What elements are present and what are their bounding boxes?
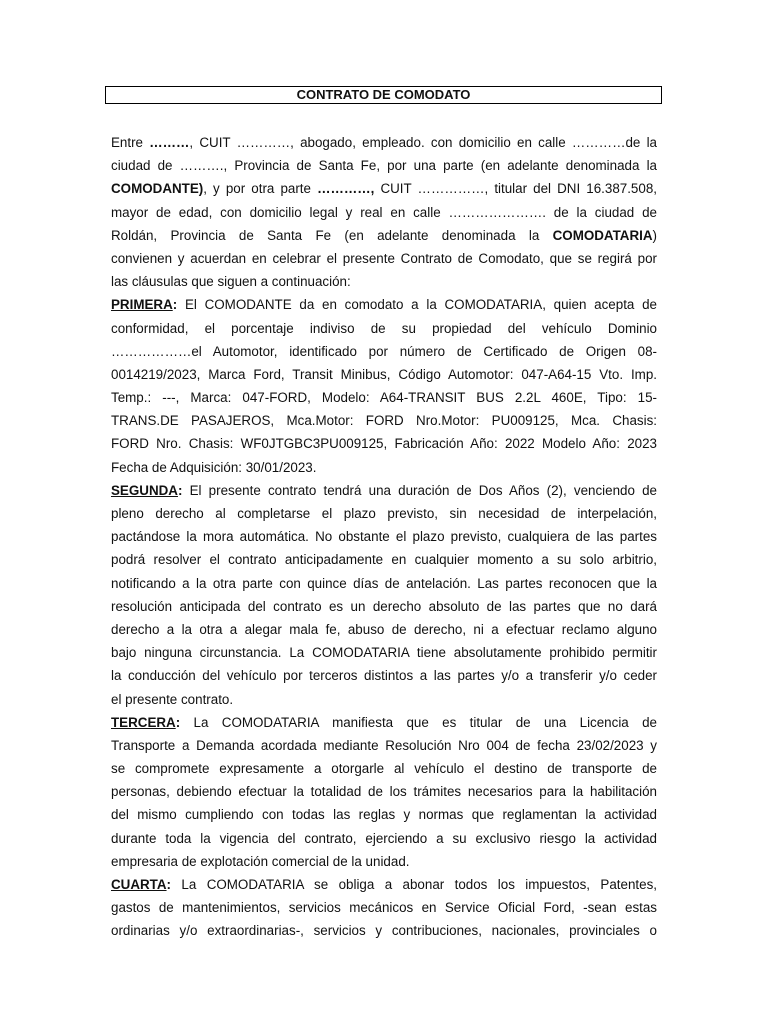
text-run: podrá resolver el contrato anticipadamente en cualquier momento a su solo arbitrio, [111, 552, 657, 568]
text-line [111, 317, 657, 340]
text-run: empresaria de explotación comercial de la unidad. [111, 853, 410, 869]
text-line [111, 525, 657, 548]
text-line [111, 618, 657, 641]
text-run: La COMODATARIA se obliga a abonar todos los impuestos, Patentes, [171, 877, 657, 892]
text-line [111, 340, 657, 363]
text-line [111, 131, 657, 154]
text-run: TRANS.DE PASAJEROS, Mca.Motor: FORD Nro.Motor: PU009125, Mca. Chasis: [111, 413, 657, 429]
text-run: ……… [149, 135, 190, 150]
text-run: Roldán, Provincia de Santa Fe (en adelante denominada la [111, 227, 553, 243]
text-run: : [175, 714, 181, 730]
clause-heading: PRIMERA [111, 297, 173, 313]
text-line [111, 803, 657, 826]
text-line [111, 688, 657, 711]
text-run: El COMODANTE da en comodato a la COMODATARIA, quien acepta de [177, 297, 657, 313]
clause-heading: SEGUNDA [111, 482, 178, 498]
text-line [111, 919, 657, 942]
text-line [111, 502, 657, 525]
text-line [111, 711, 657, 734]
text-line [111, 595, 657, 618]
text-line [111, 363, 657, 386]
text-run: la conducción del vehículo por terceros distintos a las partes y/o a transferir y/o ceder [111, 668, 657, 684]
text-run: : [166, 877, 172, 892]
text-run: , y por otra parte [203, 181, 318, 197]
text-run: bajo ninguna circunstancia. La COMODATARIA tiene absolutamente prohibido permitir [111, 645, 657, 661]
text-line [111, 293, 657, 316]
text-line [111, 664, 657, 687]
text-run: Temp.: ---, Marca: 047-FORD, Modelo: A64-TRANSIT BUS 2.2L 460E, Tipo: 15- [111, 390, 657, 406]
text-run: ordinarias y/o extraordinarias-, servicios y contribuciones, nacionales, provinciales o [111, 923, 657, 939]
text-run: : [172, 297, 178, 313]
text-line [111, 572, 657, 595]
text-line [111, 734, 657, 757]
text-run: , CUIT …………, abogado, empleado. con domicilio en calle …………de la [189, 135, 657, 150]
text-line [111, 224, 657, 247]
text-run: ………………el Automotor, identificado por número de Certificado de Origen 08- [111, 343, 657, 359]
text-line [111, 780, 657, 803]
text-line [111, 479, 657, 502]
text-line [111, 873, 657, 896]
text-run: Transporte a Demanda acordada mediante Resolución Nro 004 de fecha 23/02/2023 y [111, 737, 657, 753]
text-run: gastos de mantenimientos, servicios mecánicos en Service Oficial Ford, -sean estas [111, 900, 657, 916]
text-line [111, 827, 657, 850]
text-run: ) [652, 227, 657, 243]
text-run: convienen y acuerdan en celebrar el presente Contrato de Comodato, que se regirá por [111, 250, 657, 266]
clause-heading: CUARTA [111, 877, 167, 892]
text-run: las cláusulas que siguen a continuación: [111, 274, 351, 290]
text-run: El presente contrato tendrá una duración de Dos Años (2), venciendo de [182, 482, 657, 498]
text-line [111, 456, 657, 479]
text-line [111, 154, 657, 177]
text-run: se compromete expresamente a otorgarle al vehículo el destino de transporte de [111, 761, 657, 777]
text-line [111, 201, 657, 224]
text-run: pactándose la mora automática. No obstante el plazo previsto, cualquiera de las partes [111, 529, 657, 545]
text-line [111, 548, 657, 571]
text-run: : [177, 482, 183, 498]
text-run: ciudad de ………., Provincia de Santa Fe, por una parte (en adelante denominada la [111, 158, 657, 174]
text-run: CUIT ……………, titular del DNI 16.387.508, [374, 181, 657, 197]
text-line [111, 270, 657, 293]
text-run: …………, [317, 181, 375, 197]
text-line [111, 432, 657, 455]
text-run: mayor de edad, con domicilio legal y real en calle …………………. de la ciudad de [111, 204, 657, 220]
text-run: La COMODATARIA manifiesta que es titular de una Licencia de [180, 714, 657, 730]
text-run: FORD Nro. Chasis: WF0JTGBC3PU009125, Fabricación Año: 2022 Modelo Año: 2023 [111, 436, 657, 452]
clause-heading: TERCERA [111, 714, 176, 730]
text-run: COMODATARIA [552, 227, 653, 243]
text-run: derecho a la otra a alegar mala fe, abuso de derecho, ni a efectuar reclamo alguno [111, 621, 657, 637]
text-run: pleno derecho al completarse el plazo previsto, sin necesidad de interpelación, [111, 506, 657, 521]
text-run: del mismo cumpliendo con todas las reglas y normas que reglamentan la actividad [111, 807, 657, 823]
text-run: notificando a la otra parte con quince días de antelación. Las partes reconocen que la [111, 575, 657, 591]
text-run: resolución anticipada del contrato es un derecho absoluto de las partes que no dará [111, 598, 657, 614]
text-run: COMODANTE) [111, 181, 204, 197]
text-line [111, 757, 657, 780]
text-run: durante toda la vigencia del contrato, ejerciendo a su exclusivo riesgo la actividad [111, 830, 657, 846]
text-run: Entre [111, 135, 150, 150]
text-run: el presente contrato. [111, 691, 234, 707]
text-run: personas, debiendo efectuar la totalidad de los trámites necesarios para la habilitación [111, 784, 657, 800]
text-line [111, 247, 657, 270]
text-run: Fecha de Adquisición: 30/01/2023. [111, 459, 317, 475]
text-line [111, 409, 657, 432]
contract-body [111, 131, 657, 943]
text-line [111, 386, 657, 409]
text-line [111, 850, 657, 873]
text-line [111, 641, 657, 664]
document-title: CONTRATO DE COMODATO [105, 86, 662, 104]
text-run: conformidad, el porcentaje indiviso de su propiedad del vehículo Dominio [111, 320, 657, 336]
text-line [111, 896, 657, 919]
text-run: 0014219/2023, Marca Ford, Transit Minibus, Código Automotor: 047-A64-15 Vto. Imp. [111, 366, 657, 382]
text-line [111, 177, 657, 200]
